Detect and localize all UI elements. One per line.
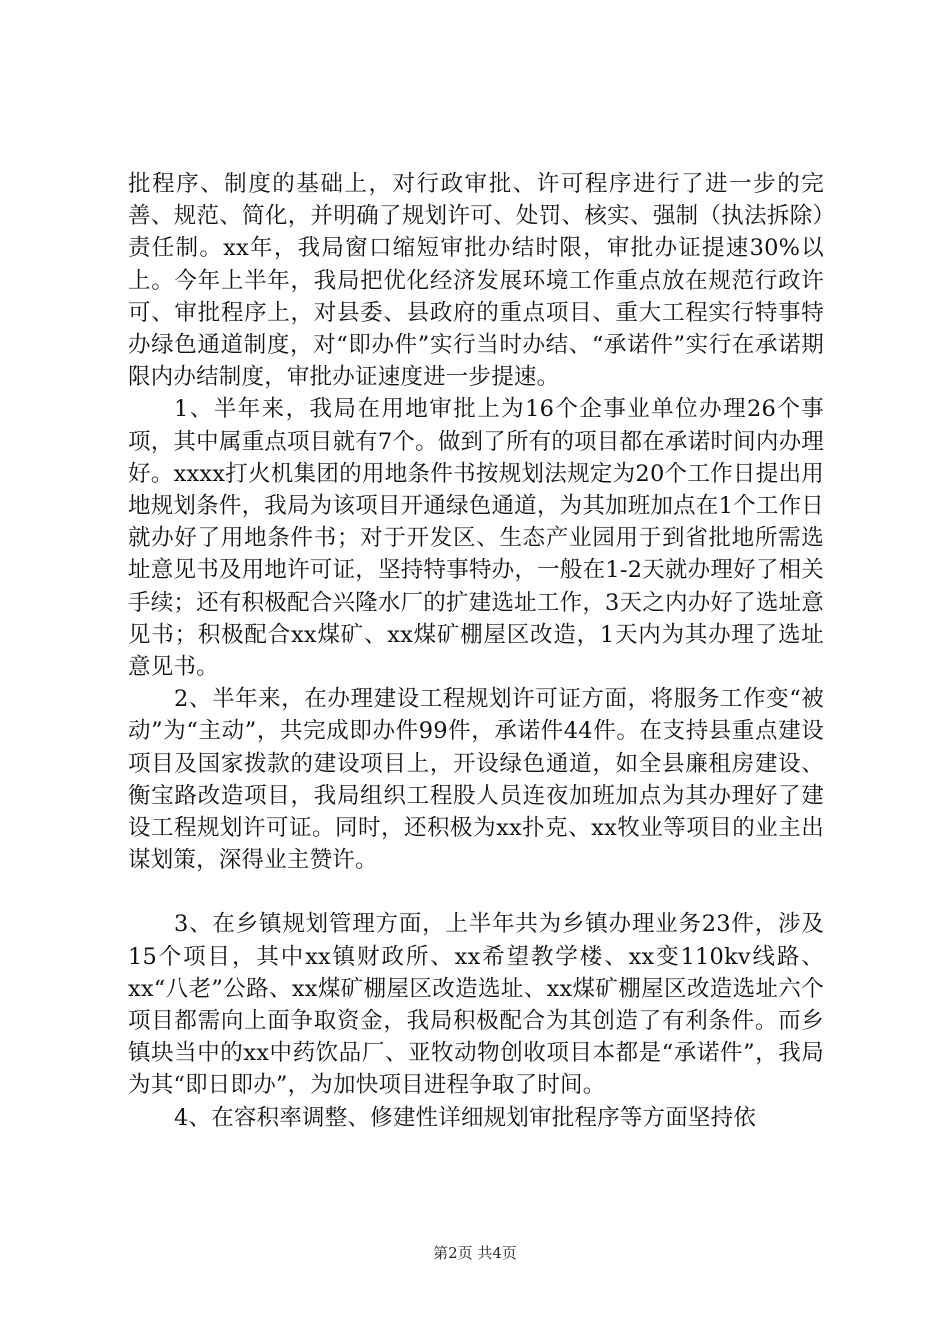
document-body [128, 168, 824, 1134]
paragraph-intro-continuation: 批程序、制度的基础上，对行政审批、许可程序进行了进一步的完善、规范、简化，并明确了规划许可、处罚、核实、强制（执法拆除）责任制。xx年，我局窗口缩短审批办结时限，审批办证提速30%以上。今年上半年，我局把优化经济发展环境工作重点放在规范行政许可、审批程序上，对县委、县政府的重点项目、重大工程实行特事特办绿色通道制度，对“即办件”实行当时办结、“承诺件”实行在承诺期限内办结制度，审批办证速度进一步提速。 [128, 171, 824, 391]
paragraph-item-4-plot-ratio: 4、在容积率调整、修建性详细规划审批程序等方面坚持依 [174, 1104, 757, 1131]
paragraph-item-2-construction-permit: 2、半年来，在办理建设工程规划许可证方面，将服务工作变“被动”为“主动”，共完成即办件99件，承诺件44件。在支持县重点建设项目及国家拨款的建设项目上，开设绿色通道，如全县廉租房建设、衡宝路改造项目，我局组织工程股人员连夜加班加点为其办理好了建设工程规划许可证。同时，还积极为xx扑克、xx牧业等项目的业主出谋划策，深得业主赞许。 [128, 686, 824, 874]
paragraph-item-3-township-planning: 3、在乡镇规划管理方面，上半年共为乡镇办理业务23件，涉及15个项目，其中xx镇财政所、xx希望教学楼、xx变110kv线路、xx“八老”公路、xx煤矿棚屋区改造选址、xx煤矿棚屋区改造选址六个项目都需向上面争取资金，我局积极配合为其创造了有利条件。而乡镇块当中的xx中药饮品厂、亚牧动物创收项目本都是“承诺件”，我局为其“即日即办”，为加快项目进程争取了时间。 [128, 911, 824, 1099]
page-number-footer: 第2页 共4页 [433, 1244, 517, 1262]
paragraph-item-1-land-approval: 1、半年来，我局在用地审批上为16个企事业单位办理26个事项，其中属重点项目就有7个。做到了所有的项目都在承诺时间内办理好。xxxx打火机集团的用地条件书按规划法规定为20个工作日提出用地规划条件，我局为该项目开通绿色通道，为其加班加点在1个工作日就办好了用地条件书；对于开发区、生态产业园用于到省批地所需选址意见书及用地许可证，坚持特事特办，一般在1-2天就办理好了相关手续；还有积极配合兴隆水厂的扩建选址工作，3天之内办好了选址意见书；积极配合xx煤矿、xx煤矿棚屋区改造，1天内为其办理了选址意见书。 [128, 396, 824, 681]
paragraph-gap [128, 876, 824, 908]
